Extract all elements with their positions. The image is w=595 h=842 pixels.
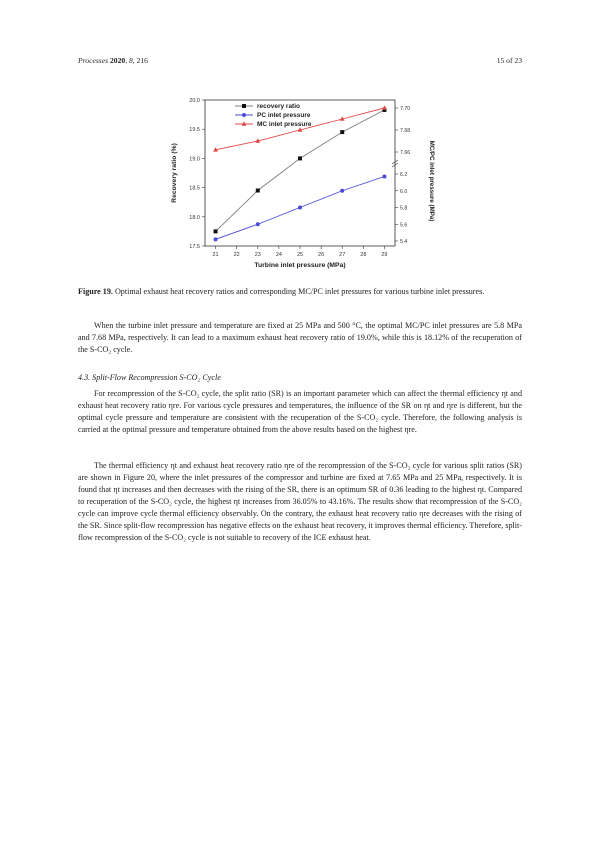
x-tick-label: 25 — [296, 252, 304, 258]
right-tick-label: 5.6 — [400, 222, 408, 229]
page-number: 15 of 23 — [496, 56, 522, 65]
journal-name: Processes — [78, 56, 109, 65]
right-tick-label: 6.2 — [400, 172, 408, 178]
page-header — [78, 56, 522, 70]
y-tick-label: 20.0 — [189, 98, 200, 104]
y-axis-label: Recovery ratio (%) — [171, 143, 178, 203]
legend-label: recovery ratio — [257, 103, 300, 111]
x-tick-label: 26 — [318, 252, 325, 258]
x-axis-label: Turbine inlet pressure (MPa) — [254, 262, 346, 269]
data-point-circle — [256, 222, 260, 226]
y-tick-label: 18.5 — [189, 185, 200, 192]
figure-label: Figure 19. — [78, 287, 113, 296]
data-point-triangle — [382, 105, 387, 109]
journal-citation: Processes 2020, 8, 216 — [78, 56, 148, 65]
paragraph-3: The thermal efficiency ηt and exhaust heat recovery ratio ηre of the recompression of the S-CO₂ cycle for various split ratios (SR) are shown in Figure 20, where the inlet pressures of the compressor and turbine are fixed at 7.65 MPa and 25 MPa, respectively. It is found that ηt increases and then decreases with the rising of the SR, there is an optimum SR of 0.36 leading to the highest ηt. Compared to recuperation of the S-CO₂ cycle, the highest ηt increases from 36.05% to 43.16%. The results show that recompression of the S-CO₂ cycle can improve cycle thermal efficiency observably. On the contrary, the exhaust heat recovery ratio ηre decreases with the rising of the SR. Since split-flow recompression has negative effects on the exhaust heat recovery, it improves thermal efficiency. Therefore, split-flow recompression of the S-CO₂ cycle is not suitable to recovery of the ICE exhaust heat. — [78, 461, 522, 542]
y-tick-label: 19.5 — [189, 127, 200, 134]
data-point-circle — [340, 189, 344, 193]
legend-label: MC inlet pressure — [257, 121, 312, 129]
legend-label: PC inlet pressure — [257, 112, 311, 120]
right-tick-label: 5.4 — [400, 239, 408, 245]
y-tick-label: 18.0 — [189, 214, 200, 221]
right-tick-label: 6.0 — [400, 188, 408, 195]
x-tick-label: 28 — [360, 252, 367, 258]
data-point-square — [256, 189, 260, 193]
article-number: 216 — [136, 56, 148, 65]
data-point-circle — [298, 206, 302, 210]
x-tick-label: 21 — [212, 252, 219, 258]
data-point-square — [298, 156, 302, 160]
y-tick-label: 19.0 — [189, 156, 200, 163]
paragraph-2: For recompression of the S-CO₂ cycle, the split ratio (SR) is an important parameter which can affect the thermal efficiency ηt and exhaust heat recovery ratio ηre. For various cycle pressures and temperatures, the influence of the SR on ηt and ηre is different, but the optimal cycle pressure and temperature are consistent with the recuperation of the S-CO₂ cycle. Therefore, the following analysis is carried at the optimal pressure and temperature obtained from the above results based on the highest ηre. — [78, 389, 522, 434]
journal-year: 2020 — [110, 56, 126, 65]
figure-19-chart — [158, 94, 458, 282]
section-heading: 4.3. Split-Flow Recompression S-CO₂ Cycle — [78, 373, 221, 382]
y-tick-label: 17.5 — [189, 244, 200, 250]
paragraph-1: When the turbine inlet pressure and temperature are fixed at 25 MPa and 500 °C, the optimal MC/PC inlet pressures are 5.8 MPa and 7.68 MPa, respectively. It can lead to a maximum exhaust heat recovery ratio of 19.0%, while this is 18.12% of the recuperation of the S-CO₂ cycle. — [78, 321, 522, 354]
right-tick-label: 7.66 — [400, 150, 411, 156]
legend-marker — [242, 104, 246, 108]
figure-caption-text: Optimal exhaust heat recovery ratios and corresponding MC/PC inlet pressures for various turbine inlet pressures. — [114, 287, 485, 296]
x-tick-label: 24 — [275, 252, 282, 258]
data-point-square — [340, 130, 344, 134]
data-point-square — [214, 229, 218, 233]
data-point-circle — [214, 237, 218, 241]
figure-caption — [78, 286, 520, 298]
x-tick-label: 22 — [233, 252, 240, 258]
y-axis-label-right: MC/PC inlet pressure (MPa) — [428, 140, 435, 222]
right-tick-label: 7.70 — [400, 106, 411, 112]
right-tick-label: 5.8 — [400, 205, 408, 212]
x-tick-label: 29 — [381, 252, 388, 258]
legend-marker — [242, 113, 246, 117]
x-tick-label: 27 — [339, 252, 346, 258]
journal-volume: 8 — [128, 56, 133, 65]
x-tick-label: 23 — [254, 252, 261, 258]
right-tick-label: 7.68 — [400, 128, 411, 134]
data-point-circle — [382, 175, 386, 179]
